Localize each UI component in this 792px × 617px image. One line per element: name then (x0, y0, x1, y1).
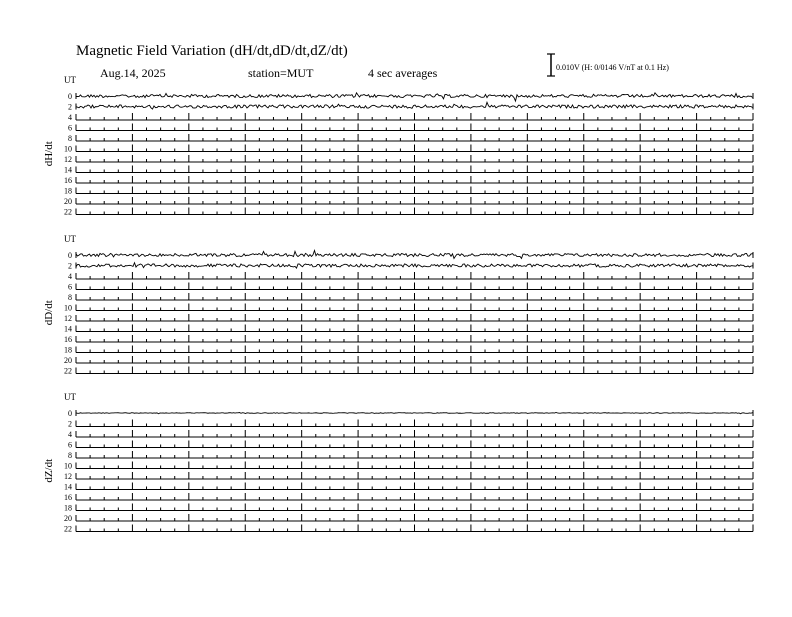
hour-label: 8 (68, 293, 72, 302)
trace-row (64, 325, 753, 334)
hour-label: 2 (68, 102, 72, 112)
trace-row (64, 514, 753, 523)
trace-row (64, 335, 753, 344)
hour-label: 4 (68, 272, 72, 281)
trace-row (64, 197, 753, 206)
hour-label: 20 (64, 356, 72, 365)
ut-label: UT (64, 234, 76, 244)
hour-label: 16 (64, 176, 72, 185)
component-label: dH/dt (43, 141, 55, 167)
panel-dDdt (43, 234, 753, 376)
trace-row (68, 293, 753, 302)
trace-row (64, 155, 753, 164)
hour-label: 10 (64, 144, 72, 154)
component-label: dZ/dt (43, 458, 55, 483)
hour-label: 22 (64, 207, 72, 217)
trace-row (64, 525, 753, 534)
ut-label: UT (64, 392, 76, 402)
hour-label: 0 (68, 251, 72, 260)
hour-label: 22 (64, 524, 72, 534)
hour-label: 10 (64, 303, 72, 313)
trace-row (64, 145, 753, 154)
trace-row (64, 176, 753, 185)
trace-row (68, 409, 753, 418)
component-label: dD/dt (43, 300, 55, 326)
panel-dHdt (43, 75, 753, 217)
signal-trace (76, 102, 753, 109)
trace-row (64, 314, 753, 323)
trace-row (64, 304, 753, 313)
hour-label: 14 (64, 324, 72, 334)
trace-row (64, 367, 753, 376)
trace-row (64, 208, 753, 217)
hour-label: 8 (68, 451, 72, 460)
hour-label: 10 (64, 461, 72, 471)
averaging-label: 4 sec averages (368, 66, 438, 80)
trace-row (64, 504, 753, 513)
trace-row (68, 250, 753, 260)
signal-trace (76, 93, 753, 101)
hour-label: 4 (68, 113, 72, 122)
hour-label: 20 (64, 197, 72, 206)
hour-label: 20 (64, 514, 72, 523)
hour-label: 0 (68, 92, 72, 101)
hour-label: 12 (64, 155, 72, 164)
hour-label: 4 (68, 430, 72, 439)
hour-label: 16 (64, 493, 72, 502)
hour-label: 6 (68, 282, 72, 292)
hour-label: 14 (64, 482, 72, 492)
hour-label: 16 (64, 335, 72, 344)
trace-row (68, 113, 753, 122)
trace-row (64, 346, 753, 355)
hour-label: 18 (64, 503, 72, 513)
trace-row (68, 272, 753, 281)
hour-label: 18 (64, 345, 72, 355)
trace-row (68, 134, 753, 143)
ut-label: UT (64, 75, 76, 85)
trace-row (68, 451, 753, 460)
hour-label: 8 (68, 134, 72, 143)
trace-row (64, 472, 753, 481)
scale-label: 0.010V (H: 0/0146 V/nT at 0.1 Hz) (556, 63, 669, 72)
hour-label: 6 (68, 440, 72, 450)
scale-bar (547, 54, 669, 76)
hour-label: 12 (64, 472, 72, 481)
hour-label: 22 (64, 366, 72, 376)
trace-row (64, 187, 753, 196)
trace-row (64, 166, 753, 175)
hour-label: 0 (68, 409, 72, 418)
hour-label: 18 (64, 186, 72, 196)
signal-trace (76, 250, 753, 258)
trace-row (68, 283, 753, 292)
trace-row (64, 483, 753, 492)
hour-label: 6 (68, 123, 72, 133)
trace-row (68, 262, 753, 271)
station-label: station=MUT (248, 66, 314, 80)
trace-row (68, 430, 753, 439)
panel-dZdt (43, 392, 753, 534)
trace-row (68, 441, 753, 450)
hour-label: 2 (68, 261, 72, 271)
hour-label: 14 (64, 165, 72, 175)
trace-row (64, 493, 753, 502)
hour-label: 12 (64, 314, 72, 323)
trace-row (64, 356, 753, 365)
trace-row (68, 124, 753, 133)
trace-row (68, 102, 753, 111)
trace-row (68, 92, 753, 101)
trace-row (64, 462, 753, 471)
trace-row (68, 420, 753, 429)
chart-title: Magnetic Field Variation (dH/dt,dD/dt,dZ/dt) (76, 43, 348, 59)
signal-trace (76, 413, 753, 414)
hour-label: 2 (68, 419, 72, 429)
date-label: Aug.14, 2025 (100, 66, 166, 80)
signal-trace (76, 263, 753, 268)
